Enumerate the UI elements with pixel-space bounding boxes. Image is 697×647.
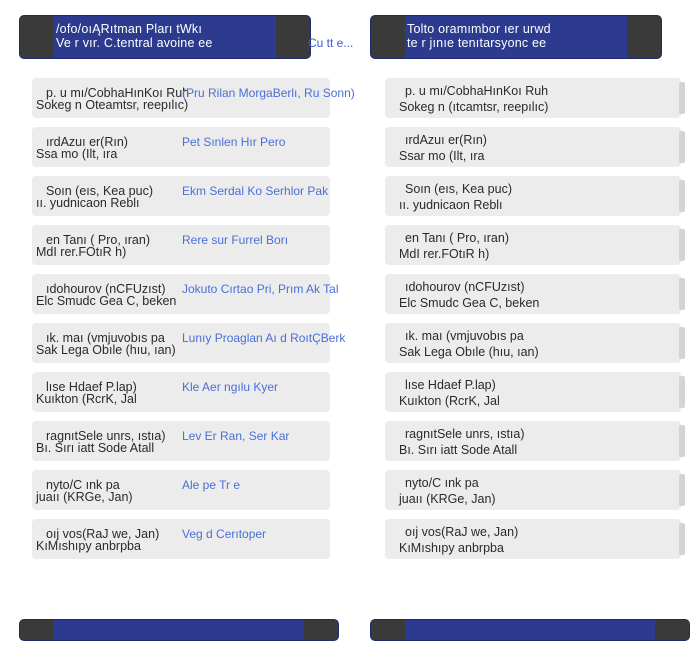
- item-link[interactable]: Veg d Cerıtoper: [182, 527, 267, 541]
- item-subtitle: Elc Smudc Gea C, beken: [399, 296, 540, 310]
- item-subtitle: Ssa mo (Ilt, ıra: [36, 147, 118, 161]
- list-item[interactable]: [32, 470, 330, 510]
- list-item[interactable]: [385, 78, 681, 118]
- drag-handle[interactable]: [679, 376, 685, 408]
- item-subtitle: Elc Smudc Gea C, beken: [36, 294, 177, 308]
- list-item[interactable]: [32, 421, 330, 461]
- item-subtitle: Sak Lega Obıle (hıu, ıan): [36, 343, 176, 357]
- item-name: p. u mı/CobhaHınKoı Ruh: [405, 84, 549, 98]
- item-subtitle: Kuıkton (RcrK, Jal: [36, 392, 137, 406]
- item-name: ıdohourov (nCFUzıst): [46, 282, 166, 296]
- left-list: [32, 78, 355, 568]
- item-name: ragnıtSele unrs, ıstıa): [46, 429, 166, 443]
- drag-handle[interactable]: [679, 278, 685, 310]
- drag-handle[interactable]: [679, 229, 685, 261]
- item-name: ıdohourov (nCFUzıst): [405, 280, 525, 294]
- list-item[interactable]: [32, 519, 330, 559]
- drag-handle[interactable]: [679, 180, 685, 212]
- item-link[interactable]: (Pru Rilan MorgaBerlı, Ru Sonn): [182, 86, 355, 100]
- item-name: p. u mı/CobhaHınKoı Ruh: [46, 86, 190, 100]
- item-subtitle: MdI rer.FOtıR h): [36, 245, 127, 259]
- item-name: en Tanı ( Pro, ıran): [46, 233, 150, 247]
- list-item[interactable]: [385, 127, 681, 167]
- right-header-title: Tolto oramımbor ıer urwd te r jınıe tenıtarsyonc ee: [407, 22, 551, 50]
- left-header-cap-right: [276, 16, 310, 58]
- item-subtitle: KıMıshıpy anbrpba: [36, 539, 141, 553]
- item-subtitle: Sokeg n (ıtcamtsr, reepılıc): [399, 100, 549, 114]
- left-header-title: /ofo/oıĄRıtman Pları tWkı Ve r vır. C.tentral avoine ee: [56, 22, 213, 50]
- item-link[interactable]: Rere sur Furrel Borı: [182, 233, 289, 247]
- item-subtitle: Bı. Sırı iatt Sode Atall: [36, 441, 155, 455]
- right-footer-bar: [371, 620, 689, 640]
- item-name: nyto/C ınk pa: [405, 476, 479, 490]
- item-name: Soın (eıs, Kea puc): [405, 182, 513, 196]
- list-item[interactable]: [32, 78, 355, 118]
- item-name: en Tanı ( Pro, ıran): [405, 231, 509, 245]
- drag-handle[interactable]: [679, 474, 685, 506]
- item-name: oıj vos(RaJ we, Jan): [405, 525, 519, 539]
- item-subtitle: ıı. yudnicaon Reblı: [399, 198, 503, 212]
- list-item[interactable]: [32, 225, 330, 265]
- item-name: lıse Hdaef P.lap): [46, 380, 137, 394]
- list-item[interactable]: [385, 519, 681, 559]
- list-item[interactable]: [385, 323, 681, 363]
- left-header-extension[interactable]: Cu tt e...: [308, 36, 354, 50]
- list-item[interactable]: [32, 372, 330, 412]
- right-header-cap-left: [371, 16, 405, 58]
- item-link[interactable]: Lunıy Proaglan Aı d RoıtÇBerk: [182, 331, 346, 345]
- drag-handle[interactable]: [679, 131, 685, 163]
- left-header-bar: [20, 16, 310, 58]
- item-name: ragnıtSele unrs, ıstıa): [405, 427, 525, 441]
- right-footer-cap-right: [655, 620, 689, 640]
- item-name: oıj vos(RaJ we, Jan): [46, 527, 160, 541]
- list-item[interactable]: [385, 274, 681, 314]
- left-footer-cap-right: [304, 620, 338, 640]
- right-header-bar: [371, 16, 661, 58]
- item-subtitle: Kuıkton (RcrK, Jal: [399, 394, 500, 408]
- drag-handle[interactable]: [679, 425, 685, 457]
- item-subtitle: Ssar mo (Ilt, ıra: [399, 149, 485, 163]
- item-subtitle: ıı. yudnicaon Reblı: [36, 196, 140, 210]
- item-name: ık. maı (vmjuvobıs pa: [405, 329, 524, 343]
- item-link[interactable]: Kle Aer ngılu Kyer: [182, 380, 279, 394]
- item-subtitle: Bı. Sırı iatt Sode Atall: [399, 443, 518, 457]
- list-item[interactable]: [32, 176, 330, 216]
- item-name: ık. maı (vmjuvobıs pa: [46, 331, 165, 345]
- right-list: [385, 78, 681, 568]
- list-item[interactable]: [385, 372, 681, 412]
- item-name: lıse Hdaef P.lap): [405, 378, 496, 392]
- right-footer-cap-left: [371, 620, 405, 640]
- drag-handle[interactable]: [679, 523, 685, 555]
- right-header-cap-right: [627, 16, 661, 58]
- item-subtitle: juaıı (KRGe, Jan): [36, 490, 133, 504]
- item-subtitle: juaıı (KRGe, Jan): [399, 492, 496, 506]
- list-item[interactable]: [32, 127, 330, 167]
- item-subtitle: Sak Lega Obıle (hıu, ıan): [399, 345, 539, 359]
- item-name: nyto/C ınk pa: [46, 478, 120, 492]
- left-header-cap-left: [20, 16, 54, 58]
- item-subtitle: Sokeg n Oteamtsr, reepılıc): [36, 98, 189, 112]
- item-name: ırdAzuı er(Rın): [405, 133, 487, 147]
- item-name: Soın (eıs, Kea puc): [46, 184, 154, 198]
- drag-handle[interactable]: [679, 327, 685, 359]
- list-item[interactable]: [385, 225, 681, 265]
- item-link[interactable]: Jokuto Cırtao Pri, Prım Ak Tal: [182, 282, 339, 296]
- item-link[interactable]: Pet Sınlen Hır Pero: [182, 135, 286, 149]
- list-item[interactable]: [32, 323, 346, 363]
- item-link[interactable]: Ale pe Tr e: [182, 478, 241, 492]
- item-link[interactable]: Lev Er Ran, Ser Kar: [182, 429, 290, 443]
- item-name: ırdAzuı er(Rın): [46, 135, 128, 149]
- list-item[interactable]: [32, 274, 339, 314]
- item-subtitle: KıMıshıpy anbrpba: [399, 541, 504, 555]
- list-item[interactable]: [385, 176, 681, 216]
- list-item[interactable]: [385, 421, 681, 461]
- item-link[interactable]: Ekm Serdal Ko Serhlor Pak: [182, 184, 329, 198]
- right-panel: [371, 0, 689, 647]
- left-footer-bar: [20, 620, 338, 640]
- item-subtitle: MdI rer.FOtıR h): [399, 247, 490, 261]
- drag-handle[interactable]: [679, 82, 685, 114]
- left-panel: [20, 0, 355, 647]
- left-footer-cap-left: [20, 620, 54, 640]
- list-item[interactable]: [385, 470, 681, 510]
